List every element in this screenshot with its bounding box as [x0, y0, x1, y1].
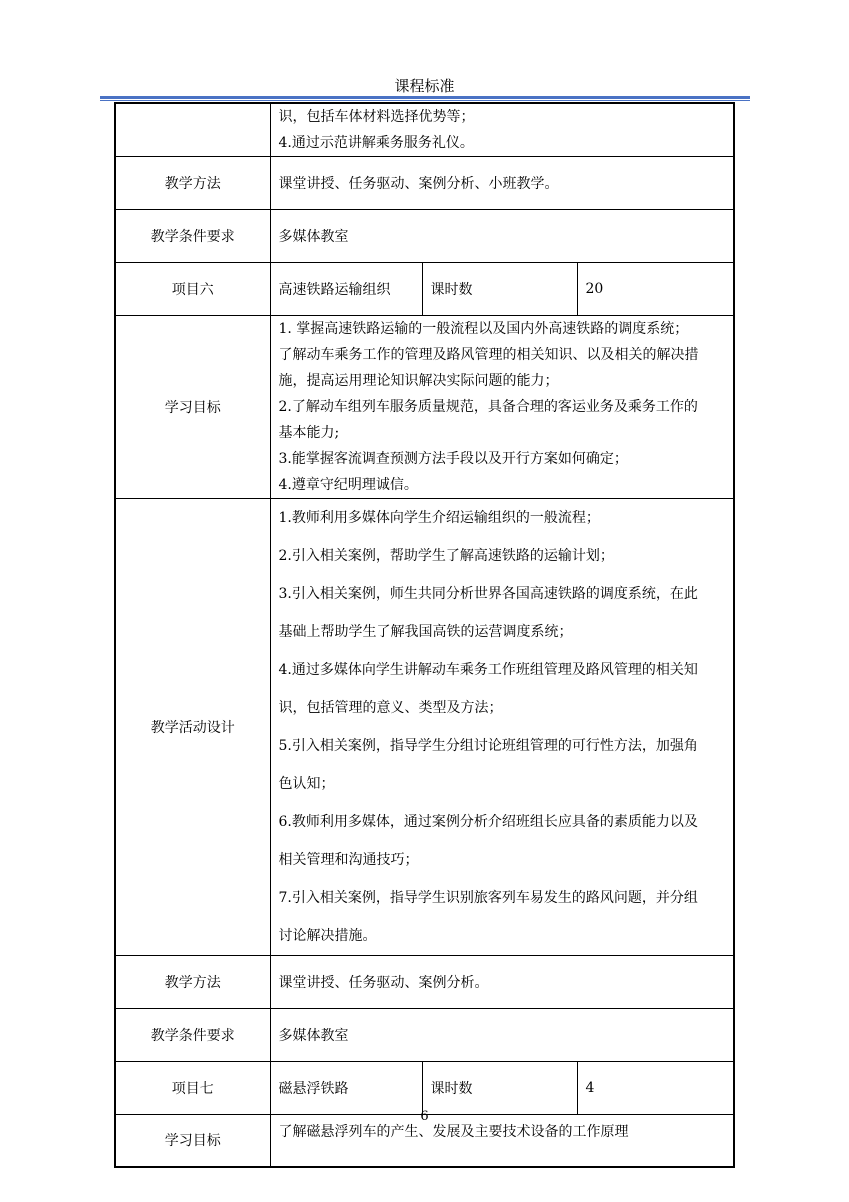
text-line: 2.引入相关案例，帮助学生了解高速铁路的运输计划； [278, 548, 614, 564]
text-line: 施，提高运用理论知识解决实际问题的能力； [278, 373, 559, 389]
row-value: 课堂讲授、任务驱动、案例分析、小班教学。 [270, 157, 734, 210]
text-line: 4.通过多媒体向学生讲解动车乘务工作班组管理及路风管理的相关知 [278, 662, 698, 678]
project-label: 项目六 [115, 263, 270, 316]
table-row-project-seven [115, 1062, 734, 1115]
text-line: 3.引入相关案例，师生共同分析世界各国高速铁路的调度系统，在此 [278, 586, 698, 602]
table-row-teaching-method-2 [115, 956, 734, 1009]
header-rule [100, 96, 750, 99]
text-line: 相关管理和沟通技巧； [278, 852, 419, 868]
row-label: 学习目标 [115, 316, 270, 499]
row-label: 教学活动设计 [115, 499, 270, 956]
learning-goals-cell [270, 316, 734, 499]
hours-label: 课时数 [422, 1062, 577, 1115]
text-line: 识，包括管理的意义、类型及方法； [278, 700, 503, 716]
text-line: 5.引入相关案例，指导学生分组讨论班组管理的可行性方法，加强角 [278, 738, 698, 754]
row-value: 多媒体教室 [270, 210, 734, 263]
row-value: 了解磁悬浮列车的产生、发展及主要技术设备的工作原理 [270, 1115, 734, 1167]
text-line: 7.引入相关案例，指导学生识别旅客列车易发生的路风问题，并分组 [278, 890, 698, 906]
activity-design-cell [270, 499, 734, 956]
text-line: 1.教师利用多媒体向学生介绍运输组织的一般流程； [278, 510, 600, 526]
table-row-continuation [115, 103, 734, 157]
table-row-teaching-conditions [115, 210, 734, 263]
empty-label-cell [115, 103, 270, 157]
text-line: 4.通过示范讲解乘务服务礼仪。 [278, 135, 474, 151]
course-standard-table [114, 102, 735, 1168]
row-label: 学习目标 [115, 1115, 270, 1167]
continuation-text-cell [270, 103, 734, 157]
text-line: 基本能力; [278, 425, 340, 441]
hours-label: 课时数 [422, 263, 577, 316]
header-rule-thin [100, 100, 750, 101]
text-line: 2.了解动车组列车服务质量规范，具备合理的客运业务及乘务工作的 [278, 399, 698, 415]
text-line: 了解动车乘务工作的管理及路风管理的相关知识、以及相关的解决措 [278, 347, 699, 363]
row-label: 教学条件要求 [115, 1009, 270, 1062]
row-label: 教学方法 [115, 157, 270, 210]
table-row-teaching-conditions-2 [115, 1009, 734, 1062]
text-line: 1. 掌握高速铁路运输的一般流程以及国内外高速铁路的调度系统； [278, 321, 689, 337]
project-name: 高速铁路运输组织 [270, 263, 422, 316]
hours-value: 20 [577, 263, 734, 316]
page-header-title: 课程标准 [394, 77, 455, 95]
text-line: 讨论解决措施。 [278, 928, 377, 944]
row-label: 教学方法 [115, 956, 270, 1009]
text-line: 4.遵章守纪明理诚信。 [278, 477, 418, 493]
row-value: 课堂讲授、任务驱动、案例分析。 [270, 956, 734, 1009]
text-line: 3.能掌握客流调查预测方法手段以及开行方案如何确定； [278, 451, 628, 467]
table-row-teaching-method [115, 157, 734, 210]
table-row-project-six [115, 263, 734, 316]
row-label: 教学条件要求 [115, 210, 270, 263]
table-row-learning-goals [115, 316, 734, 499]
project-label: 项目七 [115, 1062, 270, 1115]
text-line: 6.教师利用多媒体，通过案例分析介绍班组长应具备的素质能力以及 [278, 814, 698, 830]
row-value: 多媒体教室 [270, 1009, 734, 1062]
text-line: 基础上帮助学生了解我国高铁的运营调度系统； [278, 624, 573, 640]
hours-value: 4 [577, 1062, 734, 1115]
text-line: 识，包括车体材料选择优势等； [278, 109, 475, 125]
table-row-activity-design [115, 499, 734, 956]
page-number: 6 [420, 1109, 429, 1124]
project-name: 磁悬浮铁路 [270, 1062, 422, 1115]
text-line: 色认知； [278, 776, 335, 792]
